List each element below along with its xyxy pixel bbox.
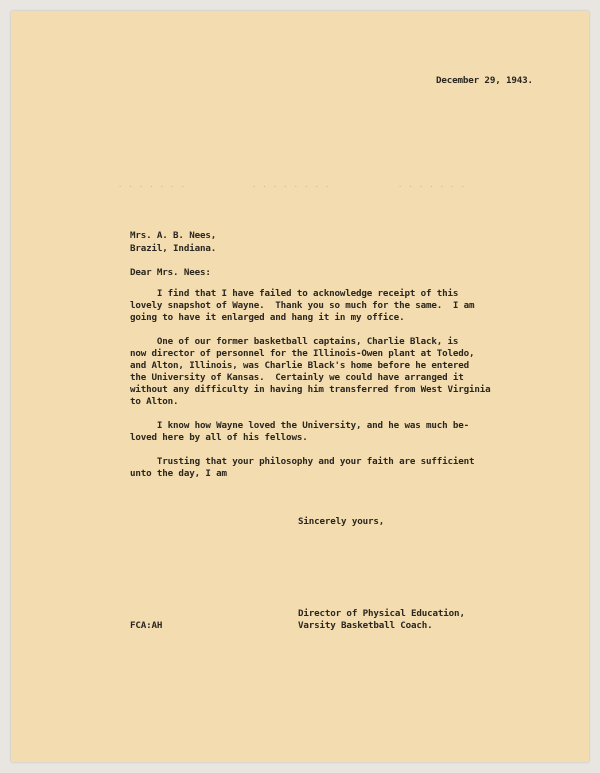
- bleed-through-mark: · · · · · · ·: [118, 183, 186, 191]
- salutation: Dear Mrs. Nees:: [130, 267, 211, 278]
- paragraph-line: I find that I have failed to acknowledge receipt of this: [130, 288, 459, 299]
- paragraph-4: [130, 456, 490, 480]
- reference-initials: FCA:AH: [130, 620, 163, 631]
- paragraph-line: One of our former basketball captains, Charlie Black, is: [130, 336, 459, 347]
- paragraph-line: Trusting that your philosophy and your faith are sufficient: [130, 456, 475, 467]
- paragraph-1: [130, 288, 490, 324]
- paragraph-line: going to have it enlarged and hang it in my office.: [130, 312, 405, 323]
- recipient-name: Mrs. A. B. Nees,: [130, 230, 217, 241]
- paragraph-line: the University of Kansas. Certainly we could have arranged it: [130, 372, 464, 383]
- paragraph-line: unto the day, I am: [130, 468, 227, 479]
- paragraph-line: now director of personnel for the Illinois-Owen plant at Toledo,: [130, 348, 475, 359]
- paragraph-line: loved here by all of his fellows.: [130, 432, 308, 443]
- paragraph-line: to Alton.: [130, 396, 179, 407]
- paragraph-2: [130, 336, 490, 408]
- paragraph-3: [130, 420, 490, 444]
- paragraph-line: without any difficulty in having him transferred from West Virginia: [130, 384, 491, 395]
- signature-title: Varsity Basketball Coach.: [298, 620, 433, 631]
- signature-title: Director of Physical Education,: [298, 608, 465, 619]
- letter-date: December 29, 1943.: [436, 75, 533, 86]
- bleed-through-mark: · · · · · · · ·: [252, 183, 331, 191]
- paragraph-line: lovely snapshot of Wayne. Thank you so much for the same. I am: [130, 300, 475, 311]
- closing: Sincerely yours,: [298, 516, 385, 527]
- paragraph-line: I know how Wayne loved the University, and he was much be-: [130, 420, 470, 431]
- recipient-location: Brazil, Indiana.: [130, 243, 217, 254]
- bleed-through-mark: · · · · · · ·: [398, 183, 466, 191]
- paragraph-line: and Alton, Illinois, was Charlie Black's home before he entered: [130, 360, 470, 371]
